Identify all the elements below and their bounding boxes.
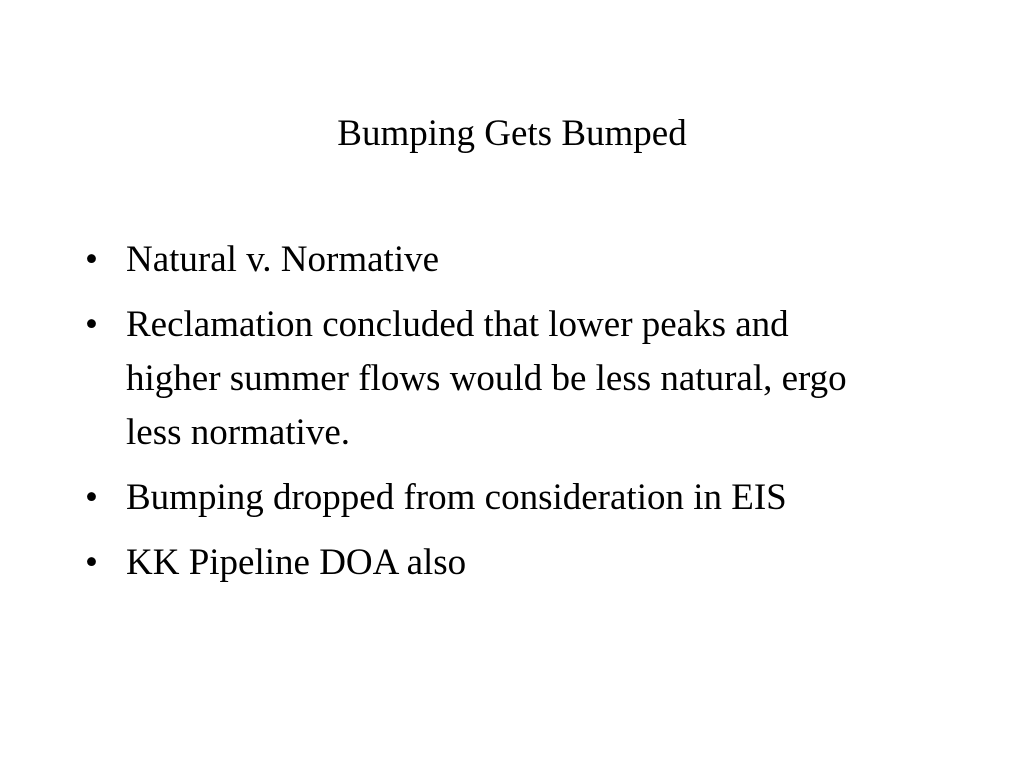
slide-title: Bumping Gets Bumped xyxy=(337,113,687,154)
bullet-icon: • xyxy=(85,542,98,583)
bullet-list xyxy=(85,233,885,601)
bullet-item-reclamation xyxy=(85,298,885,460)
bullet-text: Reclamation concluded that lower peaks and higher summer flows would be less natural, ergo less normative. xyxy=(126,304,847,453)
bullet-icon: • xyxy=(85,239,98,280)
bullet-text: KK Pipeline DOA also xyxy=(126,542,467,583)
bullet-item-bumping-dropped xyxy=(85,471,885,525)
bullet-item-kk-pipeline xyxy=(85,536,885,590)
bullet-text: Bumping dropped from consideration in EIS xyxy=(126,477,787,518)
bullet-item-natural-v-normative xyxy=(85,233,885,287)
bullet-icon: • xyxy=(85,304,98,345)
bullet-text: Natural v. Normative xyxy=(126,239,440,280)
bullet-icon: • xyxy=(85,477,98,518)
